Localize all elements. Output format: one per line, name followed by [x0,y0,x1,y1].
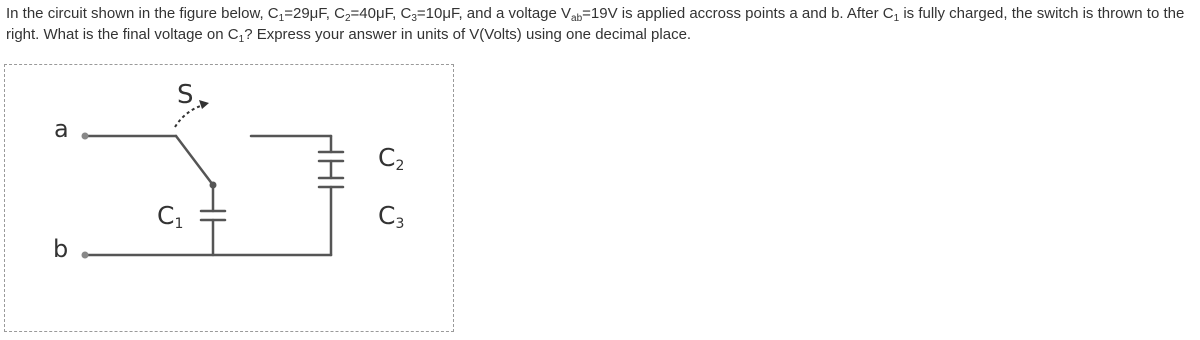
node-b-label: b [53,235,69,263]
switch-throw-arrowhead [199,100,209,109]
circuit-diagram [5,65,455,333]
terminal-b-dot [82,252,89,259]
c3-label: $C_3$ [378,201,405,232]
switch-pivot-dot [210,182,217,189]
terminal-a-dot [82,133,89,140]
node-a-label: a [54,115,69,143]
switch-blade [176,136,213,185]
circuit-figure [4,64,454,332]
c1-label: $C_1$ [157,201,184,232]
switch-label: S [177,80,194,110]
c2-label: $C_2$ [378,143,405,174]
question-text: In the circuit shown in the figure below, $C_1=29\mu F$, $C_2=40\mu F$, $C_3=10\mu F$, and a voltage $V_{ab}=19V$ is applied accross points a and b. After $C_1$ is fully charged, the switch is thrown to the right. What is the final voltage on $C_1$? Express your answer in units of V(Volts) using one decimal place. [6,5,1185,45]
